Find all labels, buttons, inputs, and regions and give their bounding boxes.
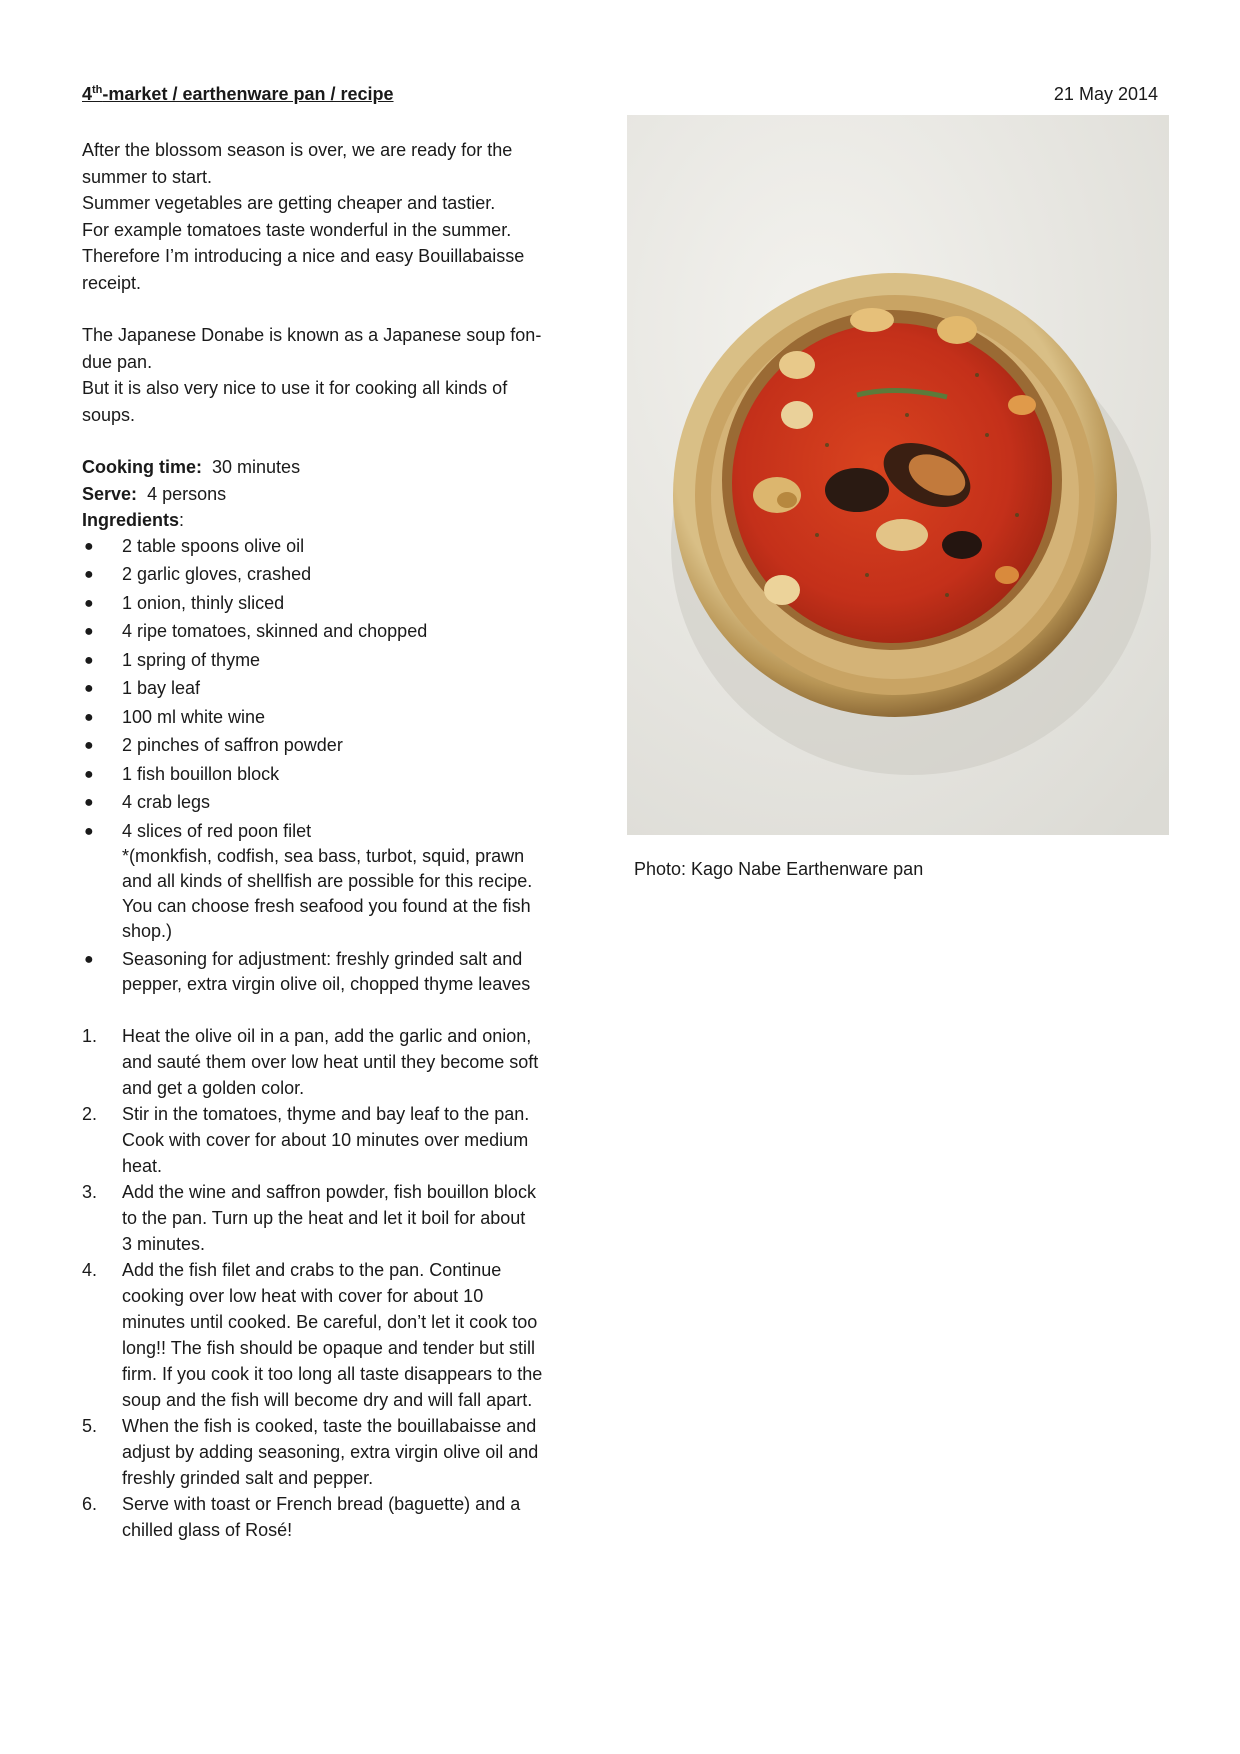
step-number: 6. — [82, 1494, 98, 1514]
ingredient-text: 1 fish bouillon block — [122, 763, 280, 784]
step-item — [82, 1491, 592, 1543]
step-number: 3. — [82, 1182, 98, 1202]
ingredient-item — [82, 648, 592, 673]
step-number: 4. — [82, 1260, 98, 1280]
step-number: 2. — [82, 1104, 98, 1124]
step-item — [82, 1257, 592, 1413]
bullet-icon: ● — [84, 623, 94, 640]
bouillabaisse-photo — [627, 115, 1169, 835]
ingredient-text: pepper, extra virgin olive oil, chopped thyme leaves — [122, 974, 531, 994]
intro-paragraph-2-line: But it is also very nice to use it for cooking all kinds of — [82, 378, 508, 398]
step-text: and get a golden color. — [122, 1078, 305, 1098]
bullet-icon: ● — [84, 537, 94, 555]
bullet-icon: ● — [84, 794, 94, 811]
ingredient-text: *(monkfish, codfish, sea bass, turbot, squid, prawn — [122, 845, 525, 866]
document-title — [82, 84, 394, 105]
earthenware-pan-image — [627, 115, 1169, 835]
cooking-time-value: 30 minutes — [212, 457, 301, 477]
document-date: 21 May 2014 — [1053, 84, 1158, 104]
ingredient-item — [82, 619, 592, 644]
intro-paragraph-1-line: Therefore I’m introducing a nice and easy Bouillabaisse — [82, 246, 525, 266]
ingredients-list — [82, 534, 592, 998]
steps-list — [82, 1023, 592, 1543]
ingredient-text: Seasoning for adjustment: freshly grinded salt and — [122, 949, 523, 969]
step-text: long!! The fish should be opaque and tender but still — [122, 1338, 535, 1358]
ingredient-item — [82, 705, 592, 730]
step-text: heat. — [122, 1156, 163, 1176]
ingredient-text: 2 pinches of saffron powder — [122, 735, 343, 755]
cooking-time-label: Cooking time: — [82, 457, 202, 477]
ingredient-item — [82, 591, 592, 616]
serve-row — [82, 481, 592, 508]
ingredient-item — [82, 534, 592, 559]
serve-value: 4 persons — [147, 483, 227, 504]
serve-label: Serve: — [82, 483, 138, 504]
step-item — [82, 1023, 592, 1101]
step-text: freshly grinded salt and pepper. — [122, 1468, 374, 1488]
step-text: Add the wine and saffron powder, fish bouillon block — [122, 1182, 536, 1202]
step-text: firm. If you cook it too long all taste disappears to the — [122, 1364, 543, 1384]
cooking-time-row — [82, 454, 592, 481]
ingredient-text: 2 table spoons olive oil — [122, 535, 305, 556]
step-text: adjust by adding seasoning, extra virgin olive oil and — [122, 1442, 539, 1462]
ingredient-item — [82, 676, 592, 701]
bullet-icon: ● — [84, 680, 94, 697]
step-text: and sauté them over low heat until they become soft — [122, 1052, 539, 1072]
ingredients-label: Ingredients — [82, 510, 180, 530]
ingredient-item — [82, 947, 592, 997]
ingredients-colon: : — [179, 510, 185, 530]
bullet-icon: ● — [84, 566, 94, 583]
ingredient-text: 100 ml white wine — [122, 706, 266, 727]
ingredient-item — [82, 562, 592, 587]
intro-paragraph-1 — [82, 137, 592, 296]
step-text: Stir in the tomatoes, thyme and bay leaf to the pan. — [122, 1104, 530, 1124]
bullet-icon: ● — [84, 765, 94, 783]
intro-paragraph-2-line: due pan. — [82, 351, 153, 372]
intro-paragraph-2 — [82, 322, 592, 428]
bullet-icon: ● — [84, 822, 94, 840]
step-text: to the pan. Turn up the heat and let it boil for about — [122, 1208, 526, 1228]
step-item — [82, 1179, 592, 1257]
step-text: Add the fish filet and crabs to the pan. Continue — [122, 1260, 502, 1280]
ingredient-text: You can choose fresh seafood you found at the fish — [122, 895, 531, 916]
bullet-icon: ● — [84, 651, 94, 669]
ingredient-item — [82, 819, 592, 944]
intro-paragraph-1-line: For example tomatoes taste wonderful in the summer. — [82, 219, 512, 240]
ingredients-heading — [82, 507, 592, 534]
intro-paragraph-1-line: summer to start. — [82, 166, 213, 187]
step-text: Cook with cover for about 10 minutes over medium — [122, 1130, 529, 1150]
step-text: minutes until cooked. Be careful, don’t let it cook too — [122, 1312, 538, 1332]
step-text: Heat the olive oil in a pan, add the garlic and onion, — [122, 1026, 532, 1046]
recipe-text-column — [82, 137, 592, 1543]
title-number: 4 — [82, 84, 93, 104]
intro-paragraph-1-line: Summer vegetables are getting cheaper and tastier. — [82, 193, 496, 213]
step-item — [82, 1413, 592, 1491]
intro-paragraph-2-line: soups. — [82, 404, 136, 425]
step-number: 1. — [82, 1026, 98, 1046]
bullet-icon: ● — [84, 708, 94, 726]
step-text: soup and the fish will become dry and will fall apart. — [122, 1390, 533, 1410]
ingredient-text: shop.) — [122, 920, 173, 941]
step-text: cooking over low heat with cover for about 10 — [122, 1286, 484, 1306]
step-text: chilled glass of Rosé! — [122, 1520, 293, 1540]
title-suffix: th — [92, 84, 103, 96]
ingredient-text: 4 ripe tomatoes, skinned and chopped — [122, 621, 428, 641]
bullet-icon: ● — [84, 951, 94, 968]
step-text: 3 minutes. — [122, 1234, 206, 1254]
bullet-icon: ● — [84, 594, 94, 612]
bullet-icon: ● — [84, 737, 94, 754]
ingredient-item — [82, 790, 592, 815]
ingredient-text: 4 crab legs — [122, 792, 211, 812]
intro-paragraph-1-line: After the blossom season is over, we are ready for the — [82, 140, 513, 160]
ingredient-text: and all kinds of shellfish are possible for this recipe. — [122, 870, 533, 891]
ingredient-text: 1 onion, thinly sliced — [122, 592, 285, 613]
ingredient-text: 2 garlic gloves, crashed — [122, 564, 312, 584]
intro-paragraph-1-line: receipt. — [82, 272, 142, 293]
ingredient-item — [82, 762, 592, 787]
intro-paragraph-2-line: The Japanese Donabe is known as a Japanese soup fon- — [82, 325, 542, 345]
ingredient-text: 1 bay leaf — [122, 678, 201, 698]
step-number: 5. — [82, 1416, 98, 1436]
ingredient-text: 1 spring of thyme — [122, 649, 261, 670]
step-item — [82, 1101, 592, 1179]
photo-caption: Photo: Kago Nabe Earthenware pan — [634, 859, 924, 879]
ingredient-text: 4 slices of red poon filet — [122, 820, 312, 841]
step-text: When the fish is cooked, taste the bouillabaisse and — [122, 1416, 537, 1436]
recipe-meta — [82, 454, 592, 534]
ingredient-item — [82, 733, 592, 758]
step-text: Serve with toast or French bread (baguette) and a — [122, 1494, 521, 1514]
title-rest: -market / earthenware pan / recipe — [102, 84, 394, 104]
